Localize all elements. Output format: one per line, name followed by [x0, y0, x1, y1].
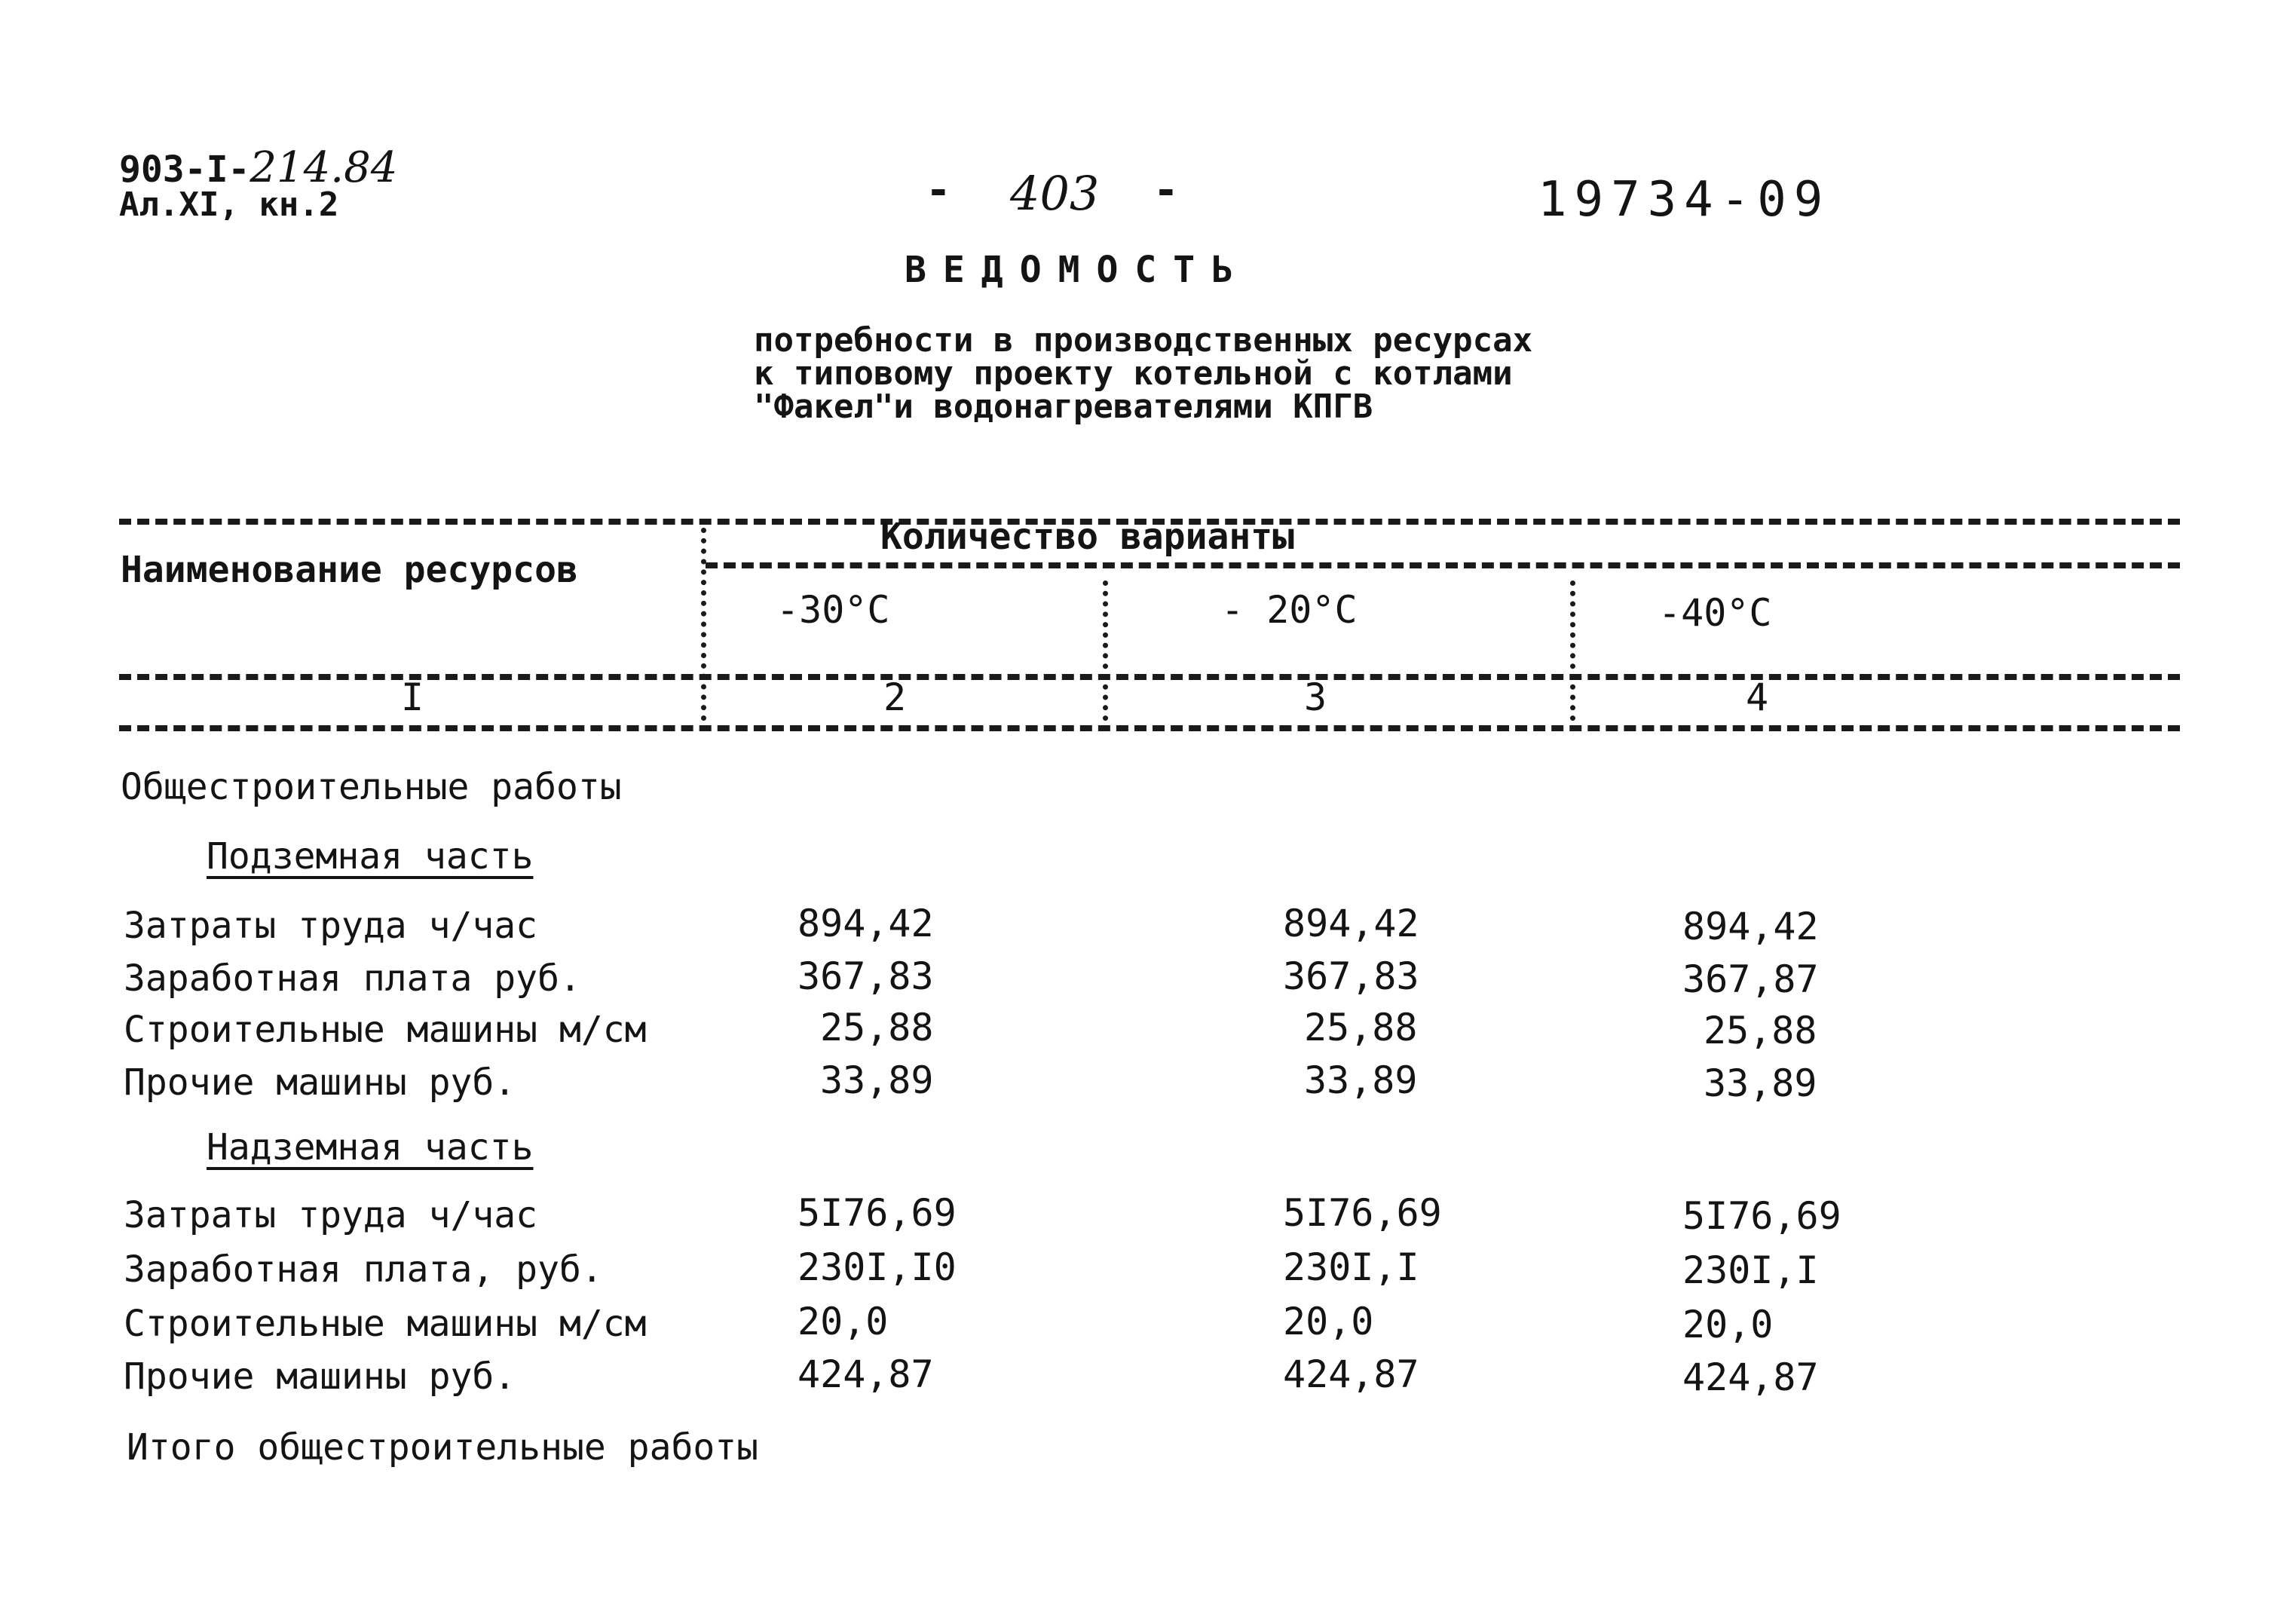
- row-label: Строительные машины м/см: [124, 1303, 647, 1345]
- row-value-variant-1: 894,42: [797, 902, 934, 945]
- row-value-variant-3: 20,0: [1682, 1303, 1774, 1346]
- document-code-handwritten: 214.84: [249, 143, 398, 192]
- row-label: Заработная плата руб.: [124, 957, 581, 1000]
- row-value-variant-2: 894,42: [1283, 902, 1419, 945]
- subsection-title-underground: Подземная часть: [207, 835, 534, 878]
- page-number: 403: [1010, 166, 1100, 221]
- row-label: Строительные машины м/см: [124, 1009, 647, 1051]
- column-number-2: 2: [883, 675, 907, 719]
- document-volume: Ал.XI, кн.2: [119, 185, 339, 224]
- header-resource-name: Наименование ресурсов: [121, 549, 578, 591]
- column-number-1: I: [401, 675, 424, 719]
- row-value-variant-1: 367,83: [797, 954, 934, 998]
- header-variant-2: - 20°С: [1221, 588, 1358, 632]
- row-value-variant-1: 33,89: [820, 1058, 934, 1102]
- row-value-variant-3: 367,87: [1682, 957, 1819, 1001]
- table-separator-2: [1103, 580, 1108, 731]
- row-value-variant-3: 5I76,69: [1682, 1194, 1841, 1238]
- table-separator-3: [1570, 580, 1575, 731]
- subtitle-line-1: потребности в производственных ресурсах: [754, 321, 1533, 360]
- row-value-variant-2: 5I76,69: [1283, 1191, 1442, 1235]
- table-rule-numbers-bottom: [119, 725, 2180, 731]
- table-rule-group: [706, 562, 2180, 568]
- row-label: Заработная плата, руб.: [124, 1248, 603, 1291]
- row-value-variant-2: 20,0: [1283, 1300, 1374, 1343]
- row-value-variant-2: 25,88: [1304, 1006, 1418, 1049]
- row-value-variant-2: 367,83: [1283, 954, 1419, 998]
- page-number-suffix: -: [1153, 166, 1179, 215]
- column-number-3: 3: [1304, 675, 1327, 719]
- row-value-variant-3: 25,88: [1704, 1009, 1817, 1052]
- row-value-variant-3: 424,87: [1682, 1355, 1819, 1399]
- document-code-printed: 903-I-: [119, 149, 250, 191]
- row-label: Прочие машины руб.: [124, 1355, 516, 1398]
- document-subtitle: [754, 321, 1533, 426]
- row-label: Прочие машины руб.: [124, 1061, 516, 1104]
- header-quantity-variants: Количество варианты: [880, 516, 1295, 558]
- column-number-4: 4: [1746, 675, 1769, 719]
- header-variant-3: -40°С: [1658, 591, 1772, 635]
- row-value-variant-1: 20,0: [797, 1300, 889, 1343]
- row-value-variant-3: 230I,I: [1682, 1248, 1819, 1292]
- subsection-title-aboveground: Надземная часть: [207, 1126, 534, 1169]
- section-title: Общестроительные работы: [121, 766, 622, 808]
- document-title: ВЕДОМОСТЬ: [905, 249, 1251, 291]
- row-value-variant-1: 424,87: [797, 1352, 934, 1396]
- registry-number: 19734-09: [1538, 172, 1831, 228]
- row-value-variant-3: 33,89: [1704, 1061, 1817, 1105]
- subtitle-line-2: к типовому проекту котельной с котлами: [754, 354, 1513, 393]
- table-rule-header-bottom: [119, 674, 2180, 680]
- row-value-variant-1: 25,88: [820, 1006, 934, 1049]
- page-number-prefix: -: [926, 166, 951, 215]
- row-label: Затраты труда ч/час: [124, 1194, 538, 1236]
- row-value-variant-2: 424,87: [1283, 1352, 1419, 1396]
- row-label: Затраты труда ч/час: [124, 905, 538, 947]
- row-value-variant-2: 33,89: [1304, 1058, 1418, 1102]
- subtitle-line-3: "Факел"и водонагревателями КПГВ: [754, 387, 1373, 426]
- row-value-variant-1: 230I,I0: [797, 1245, 957, 1289]
- total-label: Итого общестроительные работы: [127, 1426, 759, 1469]
- row-value-variant-3: 894,42: [1682, 905, 1819, 948]
- row-value-variant-1: 5I76,69: [797, 1191, 957, 1235]
- row-value-variant-2: 230I,I: [1283, 1245, 1419, 1289]
- header-variant-1: -30°С: [776, 588, 890, 632]
- table-separator-1: [701, 528, 706, 731]
